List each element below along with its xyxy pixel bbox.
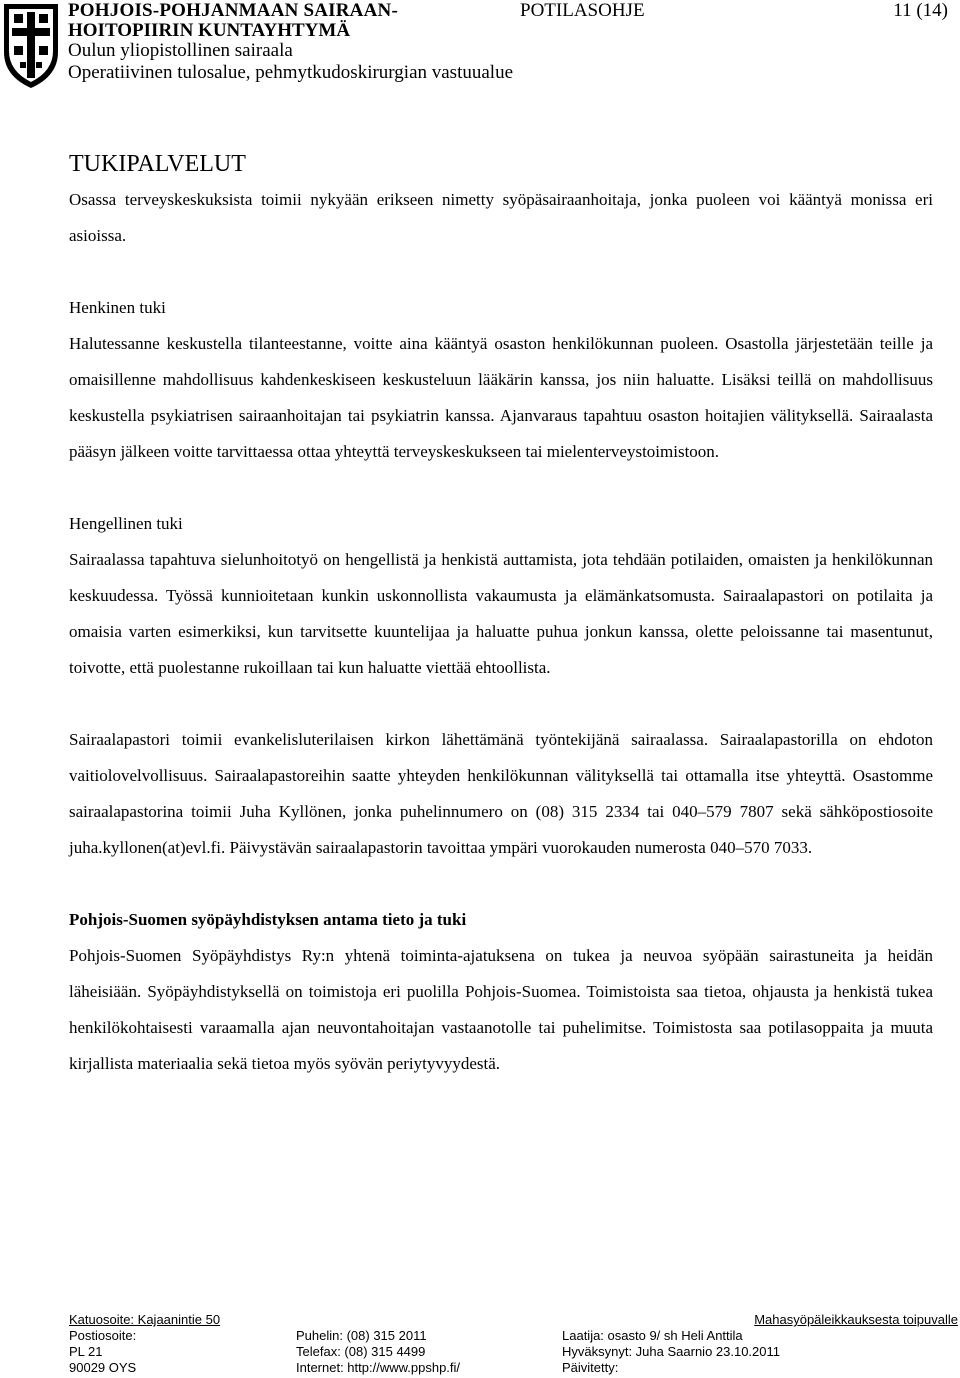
hospital-district-crest-icon [0, 0, 62, 90]
footer-po-box: PL 21 [69, 1344, 103, 1359]
document-type: POTILASOHJE [520, 0, 645, 21]
hospital-name: Oulun yliopistollinen sairaala [68, 40, 293, 61]
document-body [69, 146, 933, 1082]
organization-name-line2: HOITOPIIRIN KUNTAYHTYMÄ [68, 20, 351, 41]
footer-postal-label: Postiosoite: [69, 1328, 137, 1343]
organization-name-line1: POHJOIS-POHJANMAAN SAIRAAN- [68, 0, 398, 21]
section-title-syopayhdistys: Pohjois-Suomen syöpäyhdistyksen antama tieto ja tuki [69, 910, 467, 929]
page-number: 11 (14) [893, 0, 948, 21]
paragraph-hengellinen-tuki: Sairaalassa tapahtuva sielunhoitotyö on hengellistä ja henkistä auttamista, jota tehdään potilaiden, omaisten ja henkilökunnan keskuudessa. Työssä kunnioitetaan kunkin uskonnollista vakaumusta ja elämänkatsomusta. Sairaalapastori on potilaita ja omaisia varten esimerkiksi, kun tarvitsette kuuntelijaa ja haluatte puhua jonkun kanssa, olette peloissanne tai masentunut, toivotte, että puolestanne rukoillaan tai kun haluatte viettää ehtoollista. [69, 550, 933, 677]
footer-updated: Päivitetty: [562, 1360, 619, 1375]
department-name: Operatiivinen tulosalue, pehmytkudoskirurgian vastuualue [68, 62, 513, 83]
footer-author: Laatija: osasto 9/ sh Heli Anttila [562, 1328, 743, 1343]
footer-street-address: Katuosoite: Kajaanintie 50 [69, 1312, 221, 1327]
footer-website: Internet: http://www.ppshp.fi/ [296, 1360, 461, 1375]
section-title-hengellinen-tuki: Hengellinen tuki [69, 514, 183, 533]
paragraph-sairaalapastori: Sairaalapastori toimii evankelisluterilaisen kirkon lähettämänä työntekijänä sairaalassa. Sairaalapastorilla on ehdoton vaitiolovelvollisuus. Sairaalapastoreihin saatte yhteyden henkilökunnan välityksellä tai ottamalla itse yhteyttä. Osastomme sairaalapastorina toimii Juha Kyllönen, jonka puhelinnumero on (08) 315 2334 tai 040–579 7807 sekä sähköpostiosoite juha.kyllonen(at)evl.fi. Päivystävän sairaalapastorin tavoittaa ympäri vuorokauden numerosta 040–570 7033. [69, 730, 933, 857]
footer-fax: Telefax: (08) 315 4499 [296, 1344, 426, 1359]
footer-postal-code: 90029 OYS [69, 1360, 137, 1375]
section-title-henkinen-tuki: Henkinen tuki [69, 298, 166, 317]
section-title-tukipalvelut: TUKIPALVELUT [69, 151, 246, 177]
footer-approved: Hyväksynyt: Juha Saarnio 23.10.2011 [562, 1344, 781, 1359]
document-header [0, 0, 960, 90]
footer-document-name: Mahasyöpäleikkauksesta toipuvalle [754, 1312, 958, 1327]
footer-phone: Puhelin: (08) 315 2011 [296, 1328, 427, 1343]
paragraph-henkinen-tuki: Halutessanne keskustella tilanteestanne, voitte aina kääntyä osaston henkilökunnan puoleen. Osastolla järjestetään teille ja omaisillenne mahdollisuus kahdenkeskiseen keskusteluun lääkärin kanssa, jos niin haluatte. Lisäksi teillä on mahdollisuus keskustella psykiatrisen sairaanhoitajan tai psykiatrin kanssa. Ajanvaraus tapahtuu osaston hoitajien välityksellä. Sairaalasta pääsyn jälkeen voitte tarvittaessa ottaa yhteyttä terveyskeskukseen tai mielenterveystoimistoon. [69, 334, 933, 461]
paragraph-tukipalvelut: Osassa terveyskeskuksista toimii nykyään erikseen nimetty syöpäsairaanhoitaja, jonka puoleen voi kääntyä monissa eri asioissa. [69, 190, 933, 245]
paragraph-syopayhdistys: Pohjois-Suomen Syöpäyhdistys Ry:n yhtenä toiminta-ajatuksena on tukea ja neuvoa syöpään sairastuneita ja heidän läheisiään. Syöpäyhdistyksellä on toimistoja eri puolilla Pohjois-Suomea. Toimistoista saa tietoa, ohjausta ja henkistä tukea henkilökohtaisesti varaamalla ajan neuvontahoitajan vastaanotolle tai puhelimitse. Toimistosta saa potilasoppaita ja muuta kirjallista materiaalia sekä tietoa myös syövän periytyvyydestä. [69, 946, 933, 1073]
